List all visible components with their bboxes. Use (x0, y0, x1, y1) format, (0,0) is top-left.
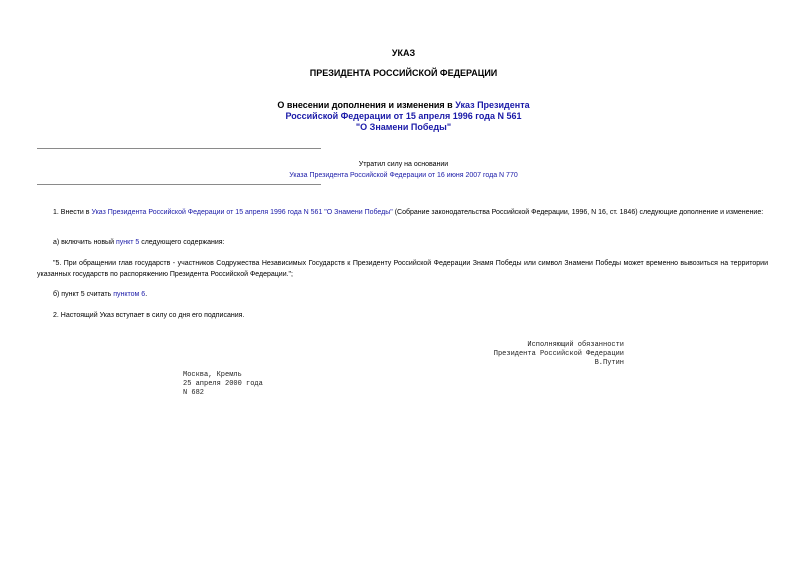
p1-suffix: (Собрание законодательства Российской Федерации, 1996, N 16, ст. 1846) следующие дополнение и изменение: (392, 209, 764, 216)
place-date-block (183, 371, 263, 398)
document-subtitle: ПРЕЗИДЕНТА РОССИЙСКОЙ ФЕДЕРАЦИИ (309, 68, 498, 78)
signature-line1: Исполняющий обязанности (527, 341, 624, 349)
p4-suffix: . (145, 291, 148, 298)
divider-top (37, 148, 321, 149)
place-line2: 25 апреля 2000 года (183, 380, 263, 388)
document-about (0, 100, 807, 133)
p1-prefix: 1. Внести в (53, 209, 92, 216)
p2-prefix: а) включить новый (53, 239, 116, 246)
p4-prefix: б) пункт 5 считать (53, 291, 114, 298)
about-link-line3: "О Знамени Победы" (355, 122, 452, 132)
paragraph-1 (37, 207, 768, 218)
about-link-line1: Указ Президента (455, 100, 530, 110)
divider-bottom (37, 184, 321, 185)
place-line1: Москва, Кремль (183, 371, 242, 379)
document-title: УКАЗ (391, 48, 416, 58)
about-link-line2: Российской Федерации от 15 апреля 1996 года N 561 (285, 111, 522, 121)
paragraph-4 (37, 289, 768, 300)
signature-line3: В.Путин (594, 359, 624, 367)
paragraph-2 (37, 237, 768, 248)
p1-decree-link[interactable]: Указ Президента Российской Федерации от 15 апреля 1996 года N 561 "О Знамени Победы" (91, 209, 393, 216)
p2-point5-link[interactable]: пункт 5 (115, 239, 140, 246)
signature-block (460, 341, 624, 368)
paragraph-5: 2. Настоящий Указ вступает в силу со дня его подписания. (53, 312, 245, 319)
signature-line2: Президента Российской Федерации (493, 350, 624, 358)
p4-point6-link[interactable]: пунктом 6 (113, 291, 146, 298)
paragraph-3: "5. При обращении глав государств - участников Содружества Независимых Государств к Президенту Российской Федерации Знамя Победы или символ Знамени Победы может временно вывозиться на территории указанных государств по распоряжению Президента Российской Федерации."; (37, 260, 768, 278)
p2-suffix: следующего содержания: (139, 239, 225, 246)
place-line3: N 682 (183, 389, 205, 397)
expired-notice: Утратил силу на основании (358, 161, 449, 168)
expired-decree-link[interactable]: Указа Президента Российской Федерации от 16 июня 2007 года N 770 (289, 172, 518, 179)
expired-link-line (0, 171, 807, 180)
about-prefix: О внесении дополнения и изменения в (277, 100, 456, 110)
